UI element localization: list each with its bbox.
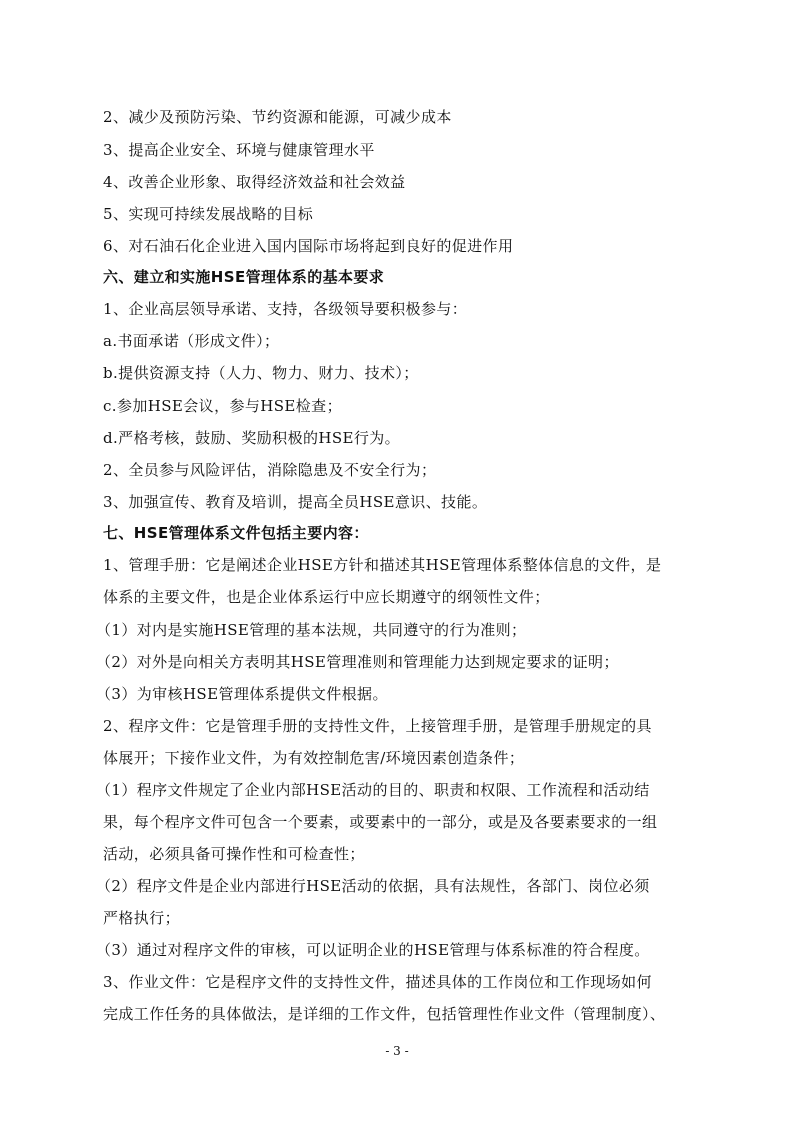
text-line: 5、实现可持续发展战略的目标	[103, 205, 314, 223]
text-line: 1、管理手册：它是阐述企业HSE方针和描述其HSE管理体系整体信息的文件，是	[103, 556, 662, 574]
text-line: 活动，必须具备可操作性和可检查性；	[103, 845, 365, 863]
text-line: 4、改善企业形象、取得经济效益和社会效益	[103, 173, 406, 191]
text-line: 6、对石油石化企业进入国内国际市场将起到良好的促进作用	[103, 237, 514, 255]
text-line: c.参加HSE会议，参与HSE检查；	[103, 397, 342, 415]
text-line: 3、提高企业安全、环境与健康管理水平	[103, 141, 375, 159]
text-line: 体展开；下接作业文件，为有效控制危害/环境因素创造条件；	[103, 749, 525, 767]
section-heading: 七、HSE管理体系文件包括主要内容：	[103, 524, 369, 542]
text-line: 严格执行；	[103, 909, 181, 927]
text-line: （1）对内是实施HSE管理的基本法规，共同遵守的行为准则；	[96, 621, 527, 639]
text-line: 体系的主要文件，也是企业体系运行中应长期遵守的纲领性文件；	[103, 588, 550, 606]
text-line: （3）为审核HSE管理体系提供文件根据。	[96, 685, 388, 703]
text-line: 2、减少及预防污染、节约资源和能源，可减少成本	[103, 108, 452, 126]
text-line: （1）程序文件规定了企业内部HSE活动的目的、职责和权限、工作流程和活动结	[96, 781, 650, 799]
text-line: （2）对外是向相关方表明其HSE管理准则和管理能力达到规定要求的证明；	[96, 653, 619, 671]
text-line: a.书面承诺（形成文件）；	[103, 332, 280, 350]
text-line: 果，每个程序文件可包含一个要素，或要素中的一部分，或是及各要素要求的一组	[103, 813, 658, 831]
text-line: 3、加强宣传、教育及培训，提高全员HSE意识、技能。	[103, 493, 488, 511]
text-line: （2）程序文件是企业内部进行HSE活动的依据，具有法规性，各部门、岗位必须	[96, 877, 650, 895]
text-line: 2、全员参与风险评估，消除隐患及不安全行为；	[103, 461, 437, 479]
text-line: 3、作业文件：它是程序文件的支持性文件，描述具体的工作岗位和工作现场如何	[103, 973, 652, 991]
text-line: d.严格考核，鼓励、奖励积极的HSE行为。	[103, 429, 401, 447]
text-line: 1、企业高层领导承诺、支持，各级领导要积极参与：	[103, 300, 468, 318]
page-number: - 3 -	[385, 1044, 409, 1058]
text-line: 2、程序文件：它是管理手册的支持性文件，上接管理手册，是管理手册规定的具	[103, 717, 652, 735]
text-line: b.提供资源支持（人力、物力、财力、技术）；	[103, 364, 419, 382]
text-line: （3）通过对程序文件的审核，可以证明企业的HSE管理与体系标准的符合程度。	[96, 941, 650, 959]
text-line: 完成工作任务的具体做法，是详细的工作文件，包括管理性作业文件（管理制度）、	[103, 1005, 666, 1023]
section-heading: 六、建立和实施HSE管理体系的基本要求	[103, 268, 385, 286]
